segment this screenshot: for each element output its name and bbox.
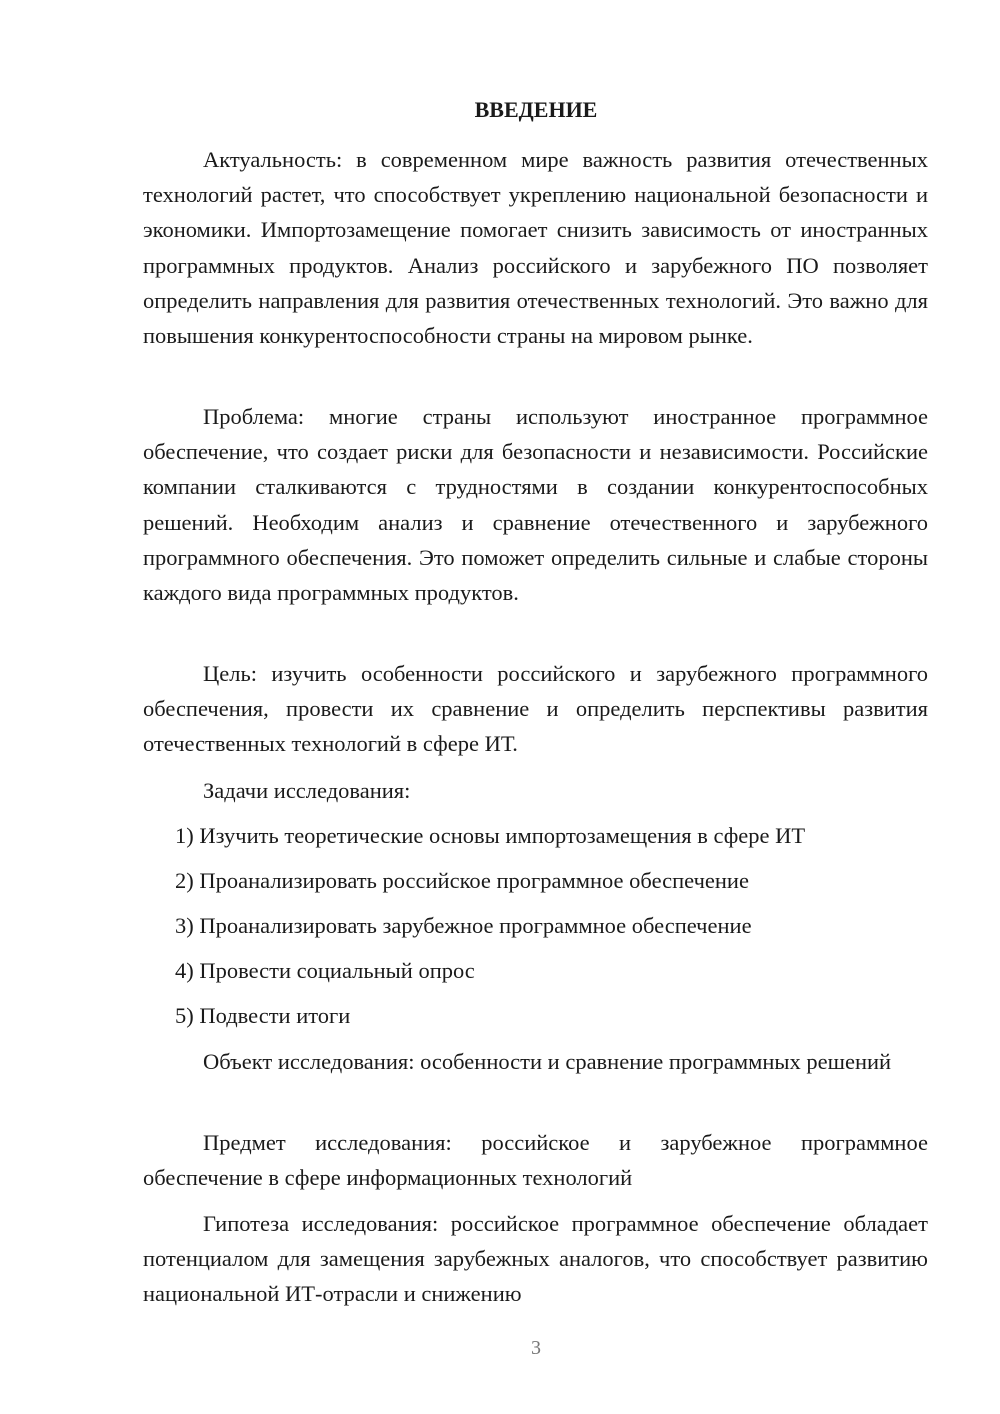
- tasks-title: Задачи исследования:: [203, 778, 411, 803]
- relevance-paragraph: Актуальность: в современном мире важность развития отечественных технологий растет, что способствует укреплению национальной безопасности и экономики. Импортозамещение помогает снизить зависимость от иностранных программных продуктов. Анализ российского и зарубежного ПО позволяет определить направления для развития отечественных технологий. Это важно для повышения конкурентоспособности страны на мировом рынке.: [143, 147, 928, 349]
- task-list-item: 1) Изучить теоретические основы импортозамещения в сфере ИТ: [175, 823, 806, 848]
- section-heading: ВВЕДЕНИЕ: [474, 97, 598, 122]
- task-list-item: 4) Провести социальный опрос: [175, 958, 475, 983]
- page-number: 3: [531, 1337, 541, 1359]
- problem-paragraph: Проблема: многие страны используют иностранное программное обеспечение, что создает риски для безопасности и независимости. Российские компании сталкиваются с трудностями в создании конкурентоспособных решений. Необходим анализ и сравнение отечественного и зарубежного программного обеспечения. Это поможет определить сильные и слабые стороны каждого вида программных продуктов.: [143, 404, 928, 606]
- hypothesis-paragraph: Гипотеза исследования: российское программное обеспечение обладает потенциалом для замещения зарубежных аналогов, что способствует развитию национальной ИТ-отрасли и снижению: [143, 1211, 928, 1307]
- subject-paragraph: Предмет исследования: российское и зарубежное программное обеспечение в сфере информационных технологий: [143, 1130, 928, 1191]
- object-paragraph: Объект исследования: особенности и сравнение программных решений: [203, 1049, 892, 1074]
- goal-paragraph: Цель: изучить особенности российского и зарубежного программного обеспечения, провести их сравнение и определить перспективы развития отечественных технологий в сфере ИТ.: [143, 661, 928, 757]
- task-list-item: 2) Проанализировать российское программное обеспечение: [175, 868, 749, 893]
- task-list-item: 3) Проанализировать зарубежное программное обеспечение: [175, 913, 752, 938]
- task-list-item: 5) Подвести итоги: [175, 1003, 351, 1028]
